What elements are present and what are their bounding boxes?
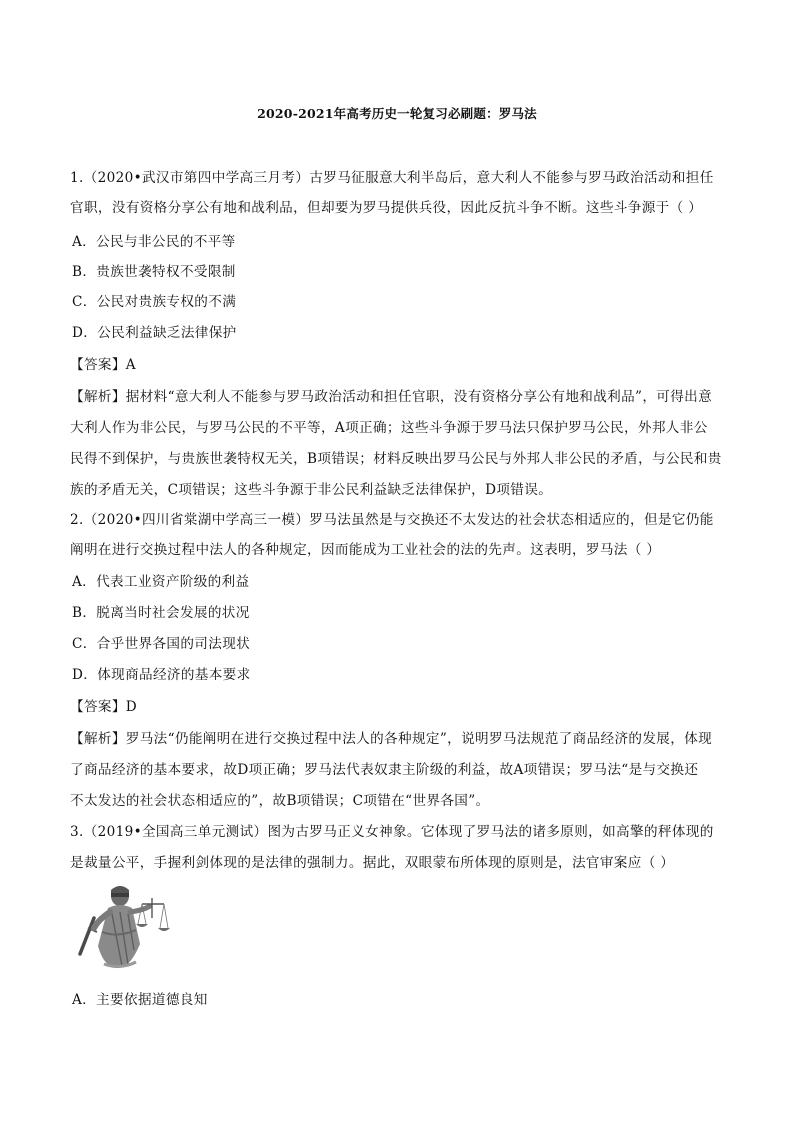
question-3-stem-line-2: 是裁量公平，手握利剑体现的是法律的强制力。据此，双眼蒙布所体现的原则是，法官审案应（ ）	[70, 855, 675, 871]
justice-goddess-statue-image	[74, 884, 174, 970]
question-1-option-d: D．公民利益缺乏法律保护	[72, 325, 237, 341]
question-2-analysis-line-3: 不太发达的社会状态相适应的”，故B项错误；C项错在“世界各国”。	[70, 793, 490, 809]
question-2-option-d: D．体现商品经济的基本要求	[72, 667, 251, 683]
question-1-analysis-line-2: 大利人作为非公民，与罗马公民的不平等，A项正确；这些斗争源于罗马法只保护罗马公民，外邦人非公	[70, 420, 708, 436]
question-3-option-a: A．主要依据道德良知	[72, 992, 208, 1008]
document-title: 2020-2021年高考历史一轮复习必刷题：罗马法	[257, 106, 537, 121]
question-3-stem-line-1: 3.（2019•全国高三单元测试）图为古罗马正义女神象。它体现了罗马法的诸多原则，如高擎的秤体现的	[70, 824, 714, 840]
question-1-analysis-line-1: 【解析】据材料“意大利人不能参与罗马政治活动和担任官职，没有资格分享公有地和战利品”，可得出意	[70, 389, 713, 405]
question-1-stem-line-2: 官职，没有资格分享公有地和战利品，但却要为罗马提供兵役，因此反抗斗争不断。这些斗争源于（ ）	[70, 200, 703, 216]
question-2-answer: 【答案】D	[70, 699, 138, 715]
question-1-analysis-line-4: 族的矛盾无关，C项错误；这些斗争源于非公民利益缺乏法律保护，D项错误。	[70, 482, 553, 498]
question-2-option-a: A．代表工业资产阶级的利益	[72, 574, 250, 590]
justice-goddess-statue-drawing	[74, 884, 174, 970]
question-2-stem-line-2: 阐明在进行交换过程中法人的各种规定，因而能成为工业社会的法的先声。这表明，罗马法（ ）	[70, 542, 661, 558]
question-1-option-b: B．贵族世袭特权不受限制	[72, 264, 236, 280]
question-2-analysis-line-1: 【解析】罗马法“仍能阐明在进行交换过程中法人的各种规定”，说明罗马法规范了商品经济的发展，体现	[70, 731, 713, 747]
question-2-stem-line-1: 2.（2020•四川省棠湖中学高三一模）罗马法虽然是与交换还不太发达的社会状态相适应的，但是它仍能	[70, 512, 714, 528]
question-1-stem-line-1: 1.（2020•武汉市第四中学高三月考）古罗马征服意大利半岛后，意大利人不能参与罗马政治活动和担任	[70, 170, 714, 186]
question-1-option-c: C．公民对贵族专权的不满	[72, 294, 237, 310]
question-1-analysis-line-3: 民得不到保护，与贵族世袭特权无关，B项错误；材料反映出罗马公民与外邦人非公民的矛盾，与公民和贵	[70, 451, 722, 467]
question-2-analysis-line-2: 了商品经济的基本要求，故D项正确；罗马法代表奴隶主阶级的利益，故A项错误；罗马法“是与交换还	[70, 762, 699, 778]
question-2-option-b: B．脱离当时社会发展的状况	[72, 605, 250, 621]
question-1-option-a: A．公民与非公民的不平等	[72, 234, 236, 250]
question-2-option-c: C．合乎世界各国的司法现状	[72, 636, 251, 652]
question-1-answer: 【答案】A	[70, 357, 136, 373]
